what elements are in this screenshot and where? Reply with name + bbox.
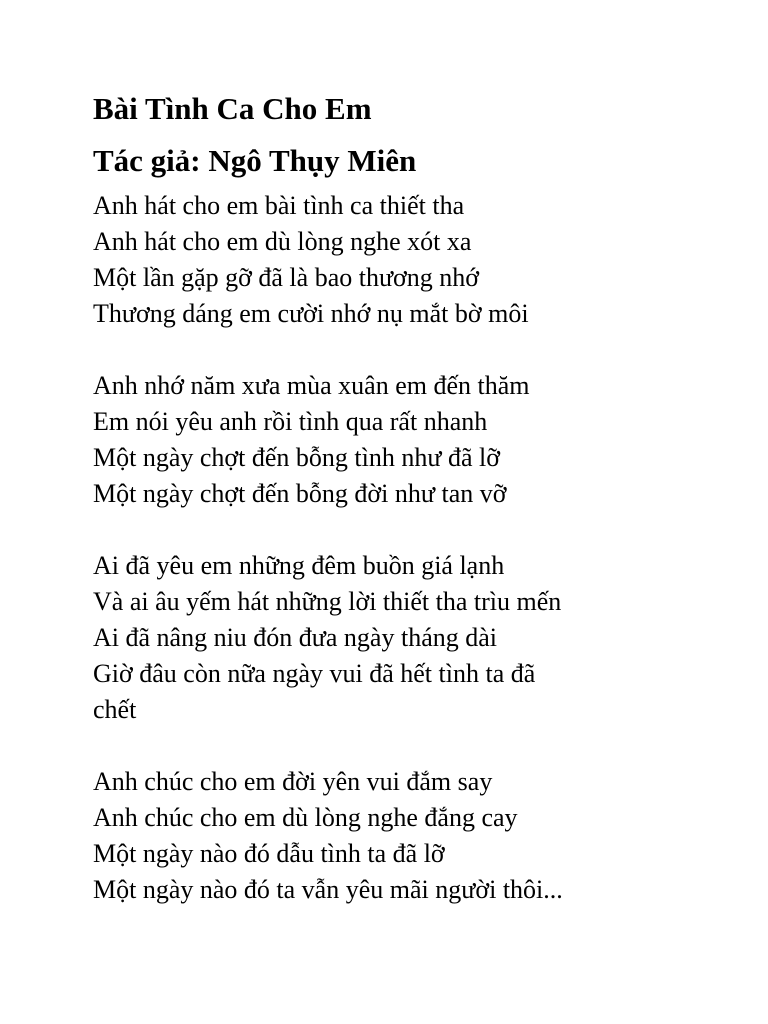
lyric-line: Một ngày chợt đến bỗng tình như đã lỡ [93,443,500,472]
lyric-line: Ai đã yêu em những đêm buồn giá lạnh [93,551,505,580]
stanza-3 [93,548,733,728]
lyric-line: Anh hát cho em bài tình ca thiết tha [93,191,465,220]
stanza-4 [93,764,733,908]
lyric-line: Giờ đâu còn nữa ngày vui đã hết tình ta đã [93,659,536,688]
lyric-line: Anh chúc cho em dù lòng nghe đắng cay [93,803,518,832]
lyric-line: Và ai âu yếm hát những lời thiết tha trìu mến [93,587,562,616]
lyric-line: Em nói yêu anh rồi tình qua rất nhanh [93,407,488,436]
lyric-line: Thương dáng em cười nhớ nụ mắt bờ môi [93,299,529,328]
lyric-line: Một ngày nào đó dẫu tình ta đã lỡ [93,839,445,868]
document-page [93,88,733,944]
lyric-line: chết [93,695,137,724]
lyric-line: Một lần gặp gỡ đã là bao thương nhớ [93,263,480,292]
stanza-2 [93,368,733,512]
lyric-line: Một ngày nào đó ta vẫn yêu mãi người thôi... [93,875,563,904]
lyric-line: Anh chúc cho em đời yên vui đắm say [93,767,493,796]
lyrics-body [93,188,733,908]
lyric-line: Anh hát cho em dù lòng nghe xót xa [93,227,472,256]
lyric-line: Anh nhớ năm xưa mùa xuân em đến thăm [93,371,530,400]
lyric-line: Một ngày chợt đến bỗng đời như tan vỡ [93,479,507,508]
stanza-1 [93,188,733,332]
song-title: Bài Tình Ca Cho Em [93,91,372,126]
song-author: Tác giả: Ngô Thụy Miên [93,143,417,178]
lyric-line: Ai đã nâng niu đón đưa ngày tháng dài [93,623,498,652]
